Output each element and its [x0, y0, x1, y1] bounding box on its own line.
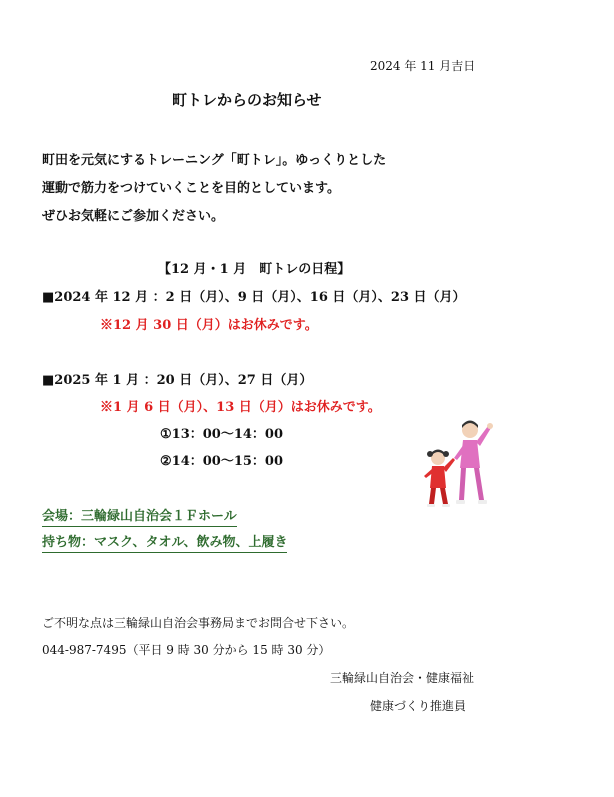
january-schedule: ■2025 年 1 月 ：20 日（月）、27 日（月）: [42, 373, 313, 388]
december-schedule: ■2024 年 12 月 ：2 日（月）、9 日（月）、16 日（月）、23 日（月）: [42, 290, 466, 305]
january-holiday-note: ※1 月 6 日（月）、13 日（月）はお休みです。: [100, 400, 381, 415]
exercising-mother-child-icon: [418, 418, 502, 508]
intro-line-1: 町田を元気にするトレーニング「町トレ」。ゆっくりとした: [42, 153, 387, 168]
intro-line-3: ぜひお気軽にご参加ください。: [42, 209, 225, 224]
intro-line-2: 運動で筋力をつけていくことを目的としています。: [42, 181, 340, 196]
session-time-2: ②14：00～15：00: [160, 454, 284, 469]
session-time-1: ①13：00～14：00: [160, 427, 284, 442]
belongings-line: 持ち物：マスク、タオル、飲み物、上履き: [42, 536, 287, 553]
schedule-heading: 【12 月・1 月 町トレの日程】: [158, 262, 351, 277]
phone-line: 044-987-7495（平日 9 時 30 分から 15 時 30 分）: [42, 643, 331, 657]
december-holiday-note: ※12 月 30 日（月）はお休みです。: [100, 318, 318, 333]
organization-line: 三輪緑山自治会・健康福祉: [330, 671, 475, 685]
role-line: 健康づくり推進員: [370, 699, 467, 713]
venue-line: 会場：三輪緑山自治会１Ｆホール: [42, 510, 237, 527]
date-line: 2024 年 11 月吉日: [370, 59, 476, 73]
inquiry-line: ご不明な点は三輪緑山自治会事務局までお問合せ下さい。: [42, 616, 355, 630]
page-title: 町トレからのお知らせ: [172, 91, 322, 109]
